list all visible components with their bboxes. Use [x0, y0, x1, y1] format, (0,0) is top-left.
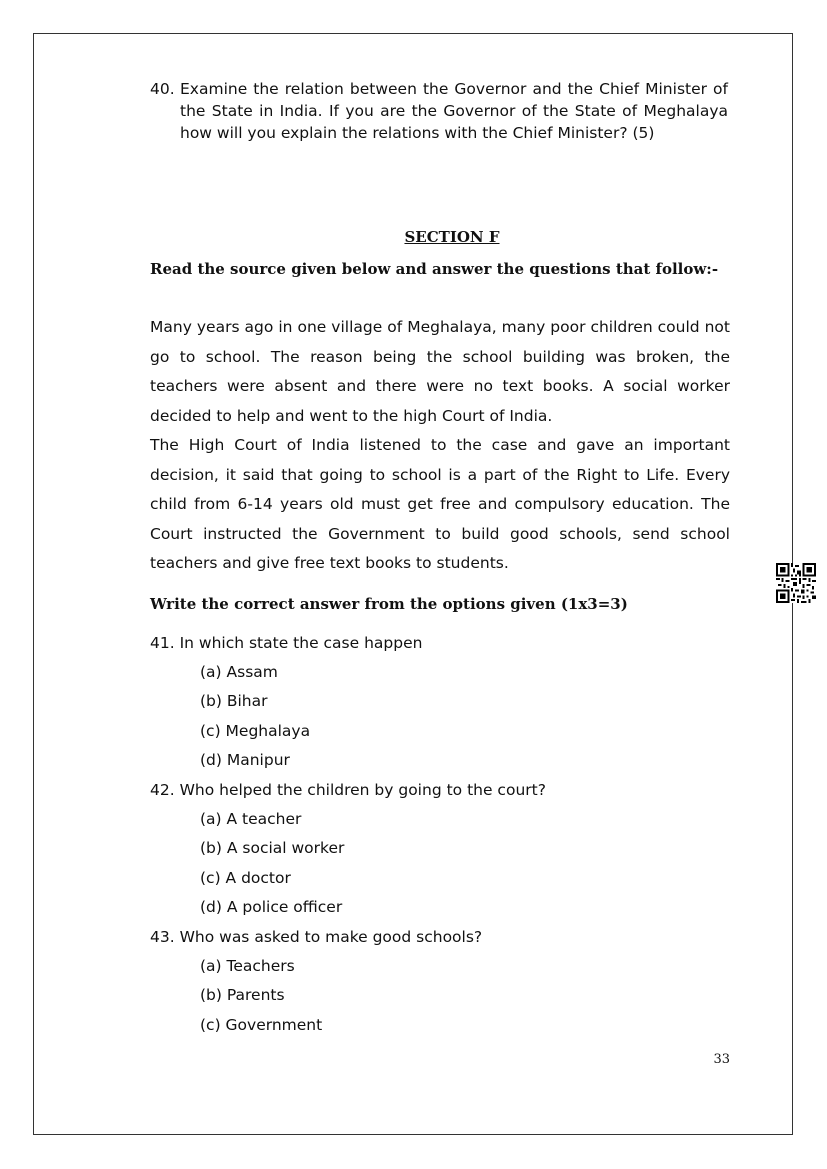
source-paragraph: Many years ago in one village of Meghalaya, many poor children could not go to school. The reason being the school building was broken, the teachers were absent and there were no text books. A social worker decided to help and went to the high Court of India. — [150, 318, 730, 425]
question-40-text: Examine the relation between the Governor and the Chief Minister of the State in India. If you are the Governor of the State of Meghalaya how will you explain the relations with the Chief Minister? (5) — [180, 80, 728, 142]
option-42-b: (b) A social worker — [200, 839, 345, 857]
answer-instruction: Write the correct answer from the options given (1x3=3) — [150, 595, 628, 613]
source-instruction: Read the source given below and answer the questions that follow:- — [150, 260, 719, 278]
option-42-a: (a) A teacher — [200, 810, 302, 828]
option-41-b: (b) Bihar — [200, 692, 268, 710]
option-43-a: (a) Teachers — [200, 957, 295, 975]
question-42: 42. Who helped the children by going to the court? — [150, 781, 546, 799]
option-43-b: (b) Parents — [200, 986, 285, 1004]
option-43-c: (c) Government — [200, 1016, 323, 1034]
option-42-d: (d) A police officer — [200, 898, 343, 916]
question-40-number: 40. — [150, 80, 175, 98]
source-paragraph: The High Court of India listened to the case and gave an important decision, it said that going to school is a part of the Right to Life. Every child from 6-14 years old must get free and compulsory education. The Court instructed the Government to build good schools, send school teachers and give free text books to students. — [150, 436, 730, 572]
section-title: SECTION F — [404, 228, 500, 246]
option-41-a: (a) Assam — [200, 663, 278, 681]
question-41: 41. In which state the case happen — [150, 634, 423, 652]
page-border — [33, 33, 793, 1135]
qr-code-icon — [776, 563, 816, 603]
question-40 — [150, 78, 728, 144]
option-41-d: (d) Manipur — [200, 751, 290, 769]
question-43: 43. Who was asked to make good schools? — [150, 928, 483, 946]
page-number: 33 — [713, 1052, 730, 1067]
option-42-c: (c) A doctor — [200, 869, 291, 887]
source-passage — [150, 313, 730, 579]
option-41-c: (c) Meghalaya — [200, 722, 311, 740]
